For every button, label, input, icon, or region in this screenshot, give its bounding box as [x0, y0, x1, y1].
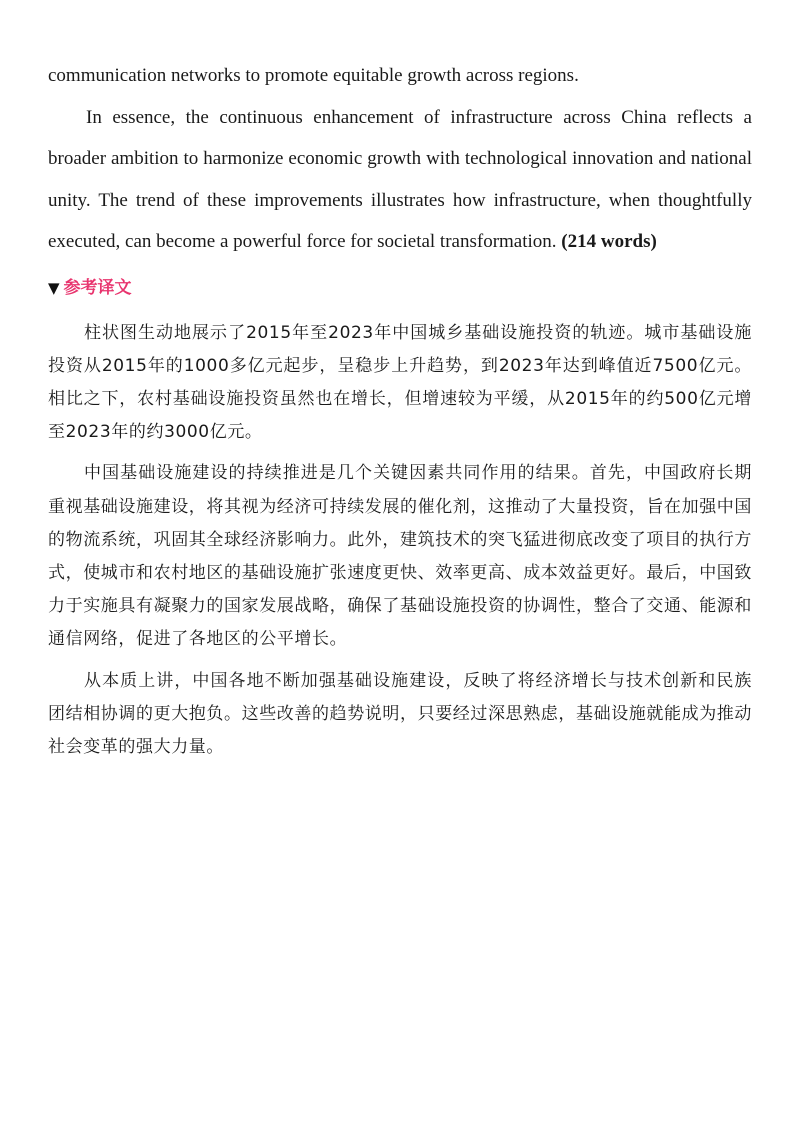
document-page	[48, 55, 752, 772]
translation-paragraph-1: 柱状图生动地展示了2015年至2023年中国城乡基础设施投资的轨迹。城市基础设施投资从2015年的1000多亿元起步，呈稳步上升趋势，到2023年达到峰值近7500亿元。相比之下，农村基础设施投资虽然也在增长，但增速较为平缓，从2015年的约500亿元增至2023年的约3000亿元。	[48, 322, 752, 443]
translation-heading	[48, 273, 752, 303]
word-count: (214 words)	[561, 231, 657, 252]
english-paragraph-conclusion	[48, 97, 752, 263]
translation-paragraph-3: 从本质上讲，中国各地不断加强基础设施建设，反映了将经济增长与技术创新和民族团结相协调的更大抱负。这些改善的趋势说明，只要经过深思熟虑，基础设施就能成为推动社会变革的强大力量。	[48, 670, 752, 757]
translation-paragraph-2: 中国基础设施建设的持续推进是几个关键因素共同作用的结果。首先，中国政府长期重视基础设施建设，将其视为经济可持续发展的催化剂，这推动了大量投资，旨在加强中国的物流系统，巩固其全球经济影响力。此外，建筑技术的突飞猛进彻底改变了项目的执行方式，使城市和农村地区的基础设施扩张速度更快、效率更高、成本效益更好。最后，中国致力于实施具有凝聚力的国家发展战略，确保了基础设施投资的协调性，整合了交通、能源和通信网络，促进了各地区的公平增长。	[48, 463, 752, 650]
english-paragraph-tail-text: communication networks to promote equitable growth across regions.	[48, 65, 579, 86]
english-paragraph-tail	[48, 55, 752, 97]
triangle-marker-icon: ▼	[48, 278, 60, 297]
translation-heading-label: 参考译文	[63, 277, 132, 298]
english-conclusion-text: In essence, the continuous enhancement of infrastructure across China reflects a broader ambition to harmonize economic growth with technological innovation and national unity. The trend of these improvements illustrates how infrastructure, when thoughtfully executed, can become a powerful force for societal transformation.	[48, 106, 752, 252]
